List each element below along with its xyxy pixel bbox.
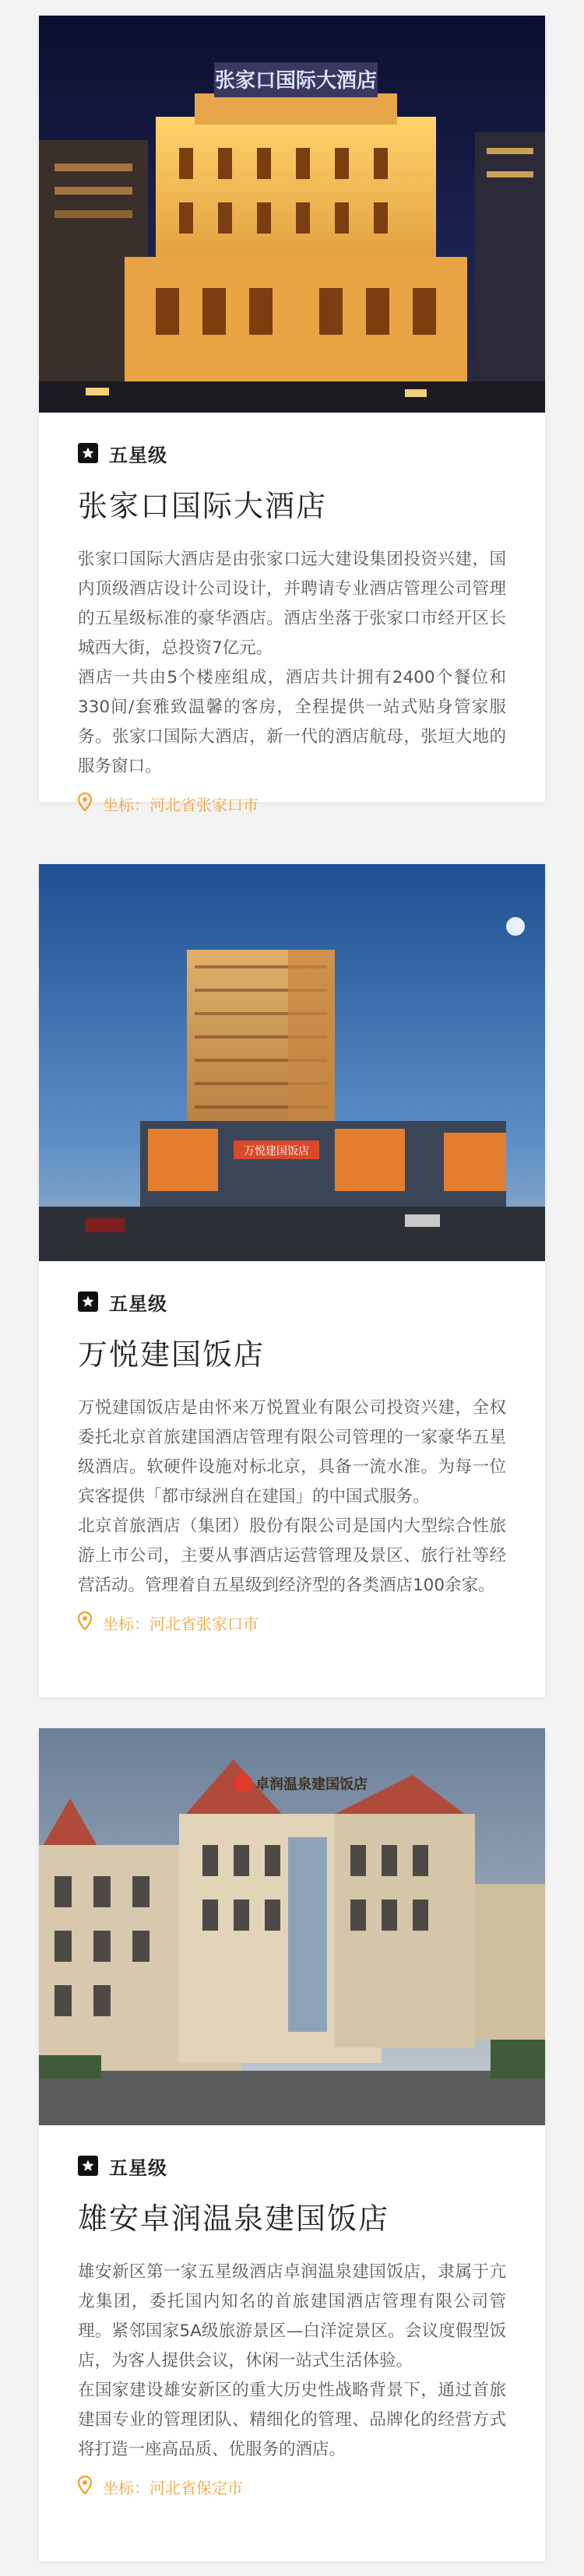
location-text: 坐标：河北省张家口市 (103, 1615, 259, 1633)
hotel-card[interactable] (39, 16, 545, 814)
rating-label: 五星级 (109, 444, 167, 466)
hotel-description: 北京首旅酒店（集团）股份有限公司是国内大型综合性旅游上市公司，主要从事酒店运营管理及景区、旅行社等经营活动。管理着自五星级到经济型的各类酒店100余家。 (78, 1516, 506, 1595)
hotel-photo (39, 864, 545, 1261)
location-text: 坐标：河北省张家口市 (103, 796, 259, 814)
star-rating-row (78, 2152, 506, 2180)
location-text: 坐标：河北省保定市 (103, 2479, 243, 2497)
star-icon (78, 443, 98, 463)
hotel-photo (39, 1728, 545, 2125)
hotel-name: 张家口国际大酒店 (78, 489, 328, 523)
location-pin-icon (78, 1611, 92, 1634)
hotel-description: 雄安新区第一家五星级酒店卓润温泉建国饭店，隶属于亢龙集团，委托国内知名的首旅建国酒店管理有限公司管理。紧邻国家5A级旅游景区—白洋淀景区。会议度假型饭店，为客人提供会议，休闲一站式生活体验。 (78, 2262, 506, 2370)
star-rating-row (78, 1288, 506, 1316)
hotel-name: 雄安卓润温泉建国饭店 (78, 2202, 390, 2236)
hotel-name: 万悦建国饭店 (78, 1337, 266, 1372)
location-row[interactable] (78, 1611, 506, 1634)
hotel-sign: 万悦建国饭店 (244, 1145, 309, 1158)
hotel-sign: 张家口国际大酒店 (214, 69, 378, 93)
hotel-description: 在国家建设雄安新区的重大历史性战略背景下，通过首旅建国专业的管理团队、精细化的管理、品牌化的经营方式将打造一座高品质、优服务的酒店。 (78, 2381, 506, 2459)
hotel-card[interactable] (39, 1728, 545, 2561)
rating-label: 五星级 (109, 2156, 167, 2179)
hotel-sign: 卓润温泉建国饭店 (255, 1776, 368, 1793)
location-pin-icon (78, 792, 92, 815)
rating-label: 五星级 (109, 1292, 167, 1315)
hotel-description: 酒店一共由5个楼座组成，酒店共计拥有2400个餐位和330间/套雅致温馨的客房，全程提供一站式贴身管家服务。张家口国际大酒店，新一代的酒店航母，张垣大地的服务窗口。 (78, 668, 506, 776)
star-rating-row (78, 439, 506, 467)
hotel-description: 万悦建国饭店是由怀来万悦置业有限公司投资兴建，全权委托北京首旅建国酒店管理有限公司管理的一家豪华五星级酒店。软硬件设施对标北京，具备一流水准。为每一位宾客提供「都市绿洲自在建国」的中国式服务。 (78, 1398, 506, 1506)
hotel-card[interactable] (39, 864, 545, 1697)
hotel-description: 张家口国际大酒店是由张家口远大建设集团投资兴建，国内顶级酒店设计公司设计，并聘请专业酒店管理公司管理的五星级标准的豪华酒店。酒店坐落于张家口市经开区长城西大街，总投资7亿元。 (78, 550, 506, 658)
star-icon (78, 1292, 98, 1312)
location-row[interactable] (78, 2476, 506, 2498)
location-row[interactable] (78, 792, 506, 815)
hotel-photo (39, 16, 545, 413)
location-pin-icon (78, 2476, 92, 2498)
star-icon (78, 2156, 98, 2176)
